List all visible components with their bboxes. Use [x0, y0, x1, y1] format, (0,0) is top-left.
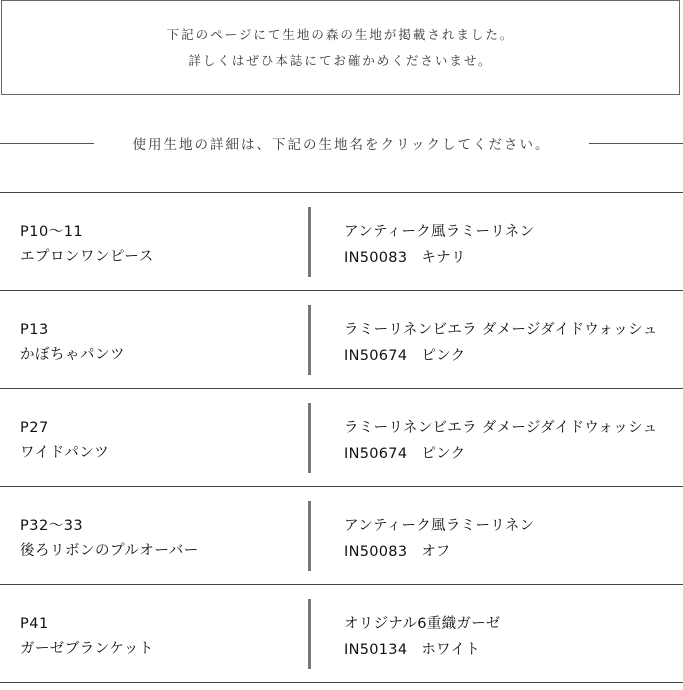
item-name: ガーゼブランケット	[20, 641, 154, 657]
fabric-code-line[interactable]	[344, 637, 501, 663]
fabric-link[interactable]	[344, 415, 657, 467]
fabric-code-line[interactable]	[344, 539, 534, 565]
table-row	[0, 487, 683, 585]
fabric-code[interactable]: IN50134	[344, 642, 408, 658]
fabric-link[interactable]	[344, 513, 534, 565]
fabric-code[interactable]: IN50083	[344, 544, 408, 560]
row-divider	[308, 207, 311, 277]
fabric-link[interactable]	[344, 219, 534, 271]
page-cell	[20, 318, 125, 368]
table-row	[0, 193, 683, 291]
fabric-code[interactable]: IN50674	[344, 446, 408, 462]
page-number: P32～33	[20, 518, 84, 534]
fabric-color[interactable]: ピンク	[421, 446, 466, 462]
item-name: ワイドパンツ	[20, 445, 110, 461]
page-number: P41	[20, 616, 49, 632]
fabric-table	[0, 192, 683, 683]
fabric-code[interactable]: IN50674	[344, 348, 408, 364]
page-cell	[20, 220, 154, 270]
row-divider	[308, 305, 311, 375]
section-heading	[0, 131, 683, 155]
page-number: P27	[20, 420, 49, 436]
fabric-code-line[interactable]	[344, 245, 534, 271]
table-row	[0, 291, 683, 389]
page-cell	[20, 612, 154, 662]
fabric-color[interactable]: ホワイト	[421, 642, 481, 658]
page-number: P10～11	[20, 224, 84, 240]
fabric-color[interactable]: オフ	[421, 544, 451, 560]
fabric-name[interactable]: ラミーリネンビエラ ダメージダイドウォッシュ	[344, 322, 658, 338]
notice-box	[1, 0, 680, 95]
fabric-name[interactable]: アンティーク風ラミーリネン	[344, 224, 535, 240]
fabric-name[interactable]: オリジナル6重織ガーゼ	[344, 616, 501, 632]
fabric-name[interactable]: ラミーリネンビエラ ダメージダイドウォッシュ	[344, 420, 658, 436]
fabric-code-line[interactable]	[344, 441, 657, 467]
page-cell	[20, 416, 109, 466]
fabric-code[interactable]: IN50083	[344, 250, 408, 266]
fabric-link[interactable]	[344, 611, 501, 663]
item-name: かぼちゃパンツ	[20, 347, 125, 363]
item-name: エプロンワンピース	[20, 249, 154, 265]
fabric-code-line[interactable]	[344, 343, 657, 369]
heading-text: 使用生地の詳細は、下記の生地名をクリックしてください。	[132, 137, 551, 153]
fabric-color[interactable]: キナリ	[421, 250, 466, 266]
heading-rule-left	[0, 143, 94, 144]
item-name: 後ろリボンのプルオーバー	[20, 543, 199, 559]
fabric-link[interactable]	[344, 317, 657, 369]
notice-line-2: 詳しくはぜひ本誌にてお確かめくださいませ。	[188, 52, 493, 68]
page-number: P13	[20, 322, 49, 338]
row-divider	[308, 599, 311, 669]
table-row	[0, 585, 683, 683]
table-row	[0, 389, 683, 487]
notice-line-1: 下記のページにて生地の森の生地が掲載されました。	[166, 26, 515, 42]
page-cell	[20, 514, 199, 564]
row-divider	[308, 403, 311, 473]
fabric-color[interactable]: ピンク	[421, 348, 466, 364]
row-divider	[308, 501, 311, 571]
fabric-name[interactable]: アンティーク風ラミーリネン	[344, 518, 535, 534]
heading-rule-right	[589, 143, 683, 144]
